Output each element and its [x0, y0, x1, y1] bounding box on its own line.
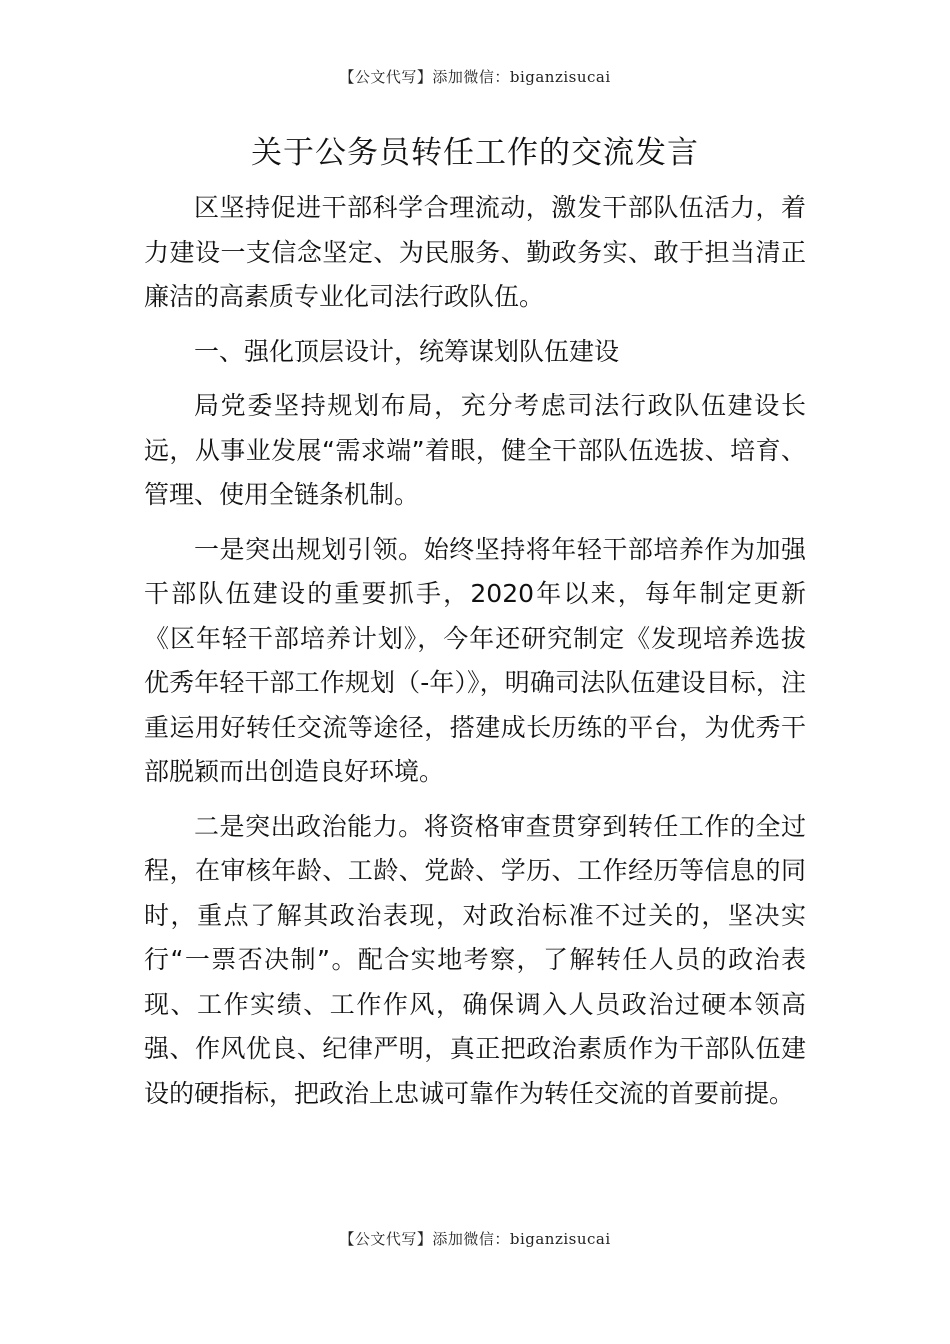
document-body — [144, 186, 806, 1126]
intro-paragraph: 区坚持促进干部科学合理流动，激发干部队伍活力，着力建设一支信念坚定、为民服务、勤政务实、敢于担当清正廉洁的高素质专业化司法行政队伍。 — [144, 193, 806, 311]
page-footer: 【公文代写】添加微信：biganzisucai — [339, 1230, 611, 1248]
document-title: 关于公务员转任工作的交流发言 — [251, 135, 699, 171]
page-header: 【公文代写】添加微信：biganzisucai — [339, 68, 611, 86]
body-paragraph: 局党委坚持规划布局，充分考虑司法行政队伍建设长远，从事业发展“需求端”着眼，健全干部队伍选拔、培育、管理、使用全链条机制。 — [144, 391, 806, 509]
section-heading: 一、强化顶层设计，统筹谋划队伍建设 — [194, 336, 620, 366]
body-paragraph: 二是突出政治能力。将资格审查贯穿到转任工作的全过程，在审核年龄、工龄、党龄、学历、工作经历等信息的同时，重点了解其政治表现，对政治标准不过关的，坚决实行“一票否决制”。配合实地考察，了解转任人员的政治表现、工作实绩、工作作风，确保调入人员政治过硬本领高强、作风优良、纪律严明，真正把政治素质作为干部队伍建设的硬指标，把政治上忠诚可靠作为转任交流的首要前提。 — [144, 811, 806, 1108]
body-paragraph: 一是突出规划引领。始终坚持将年轻干部培养作为加强干部队伍建设的重要抓手，2020年以来，每年制定更新《区年轻干部培养计划》，今年还研究制定《发现培养选拔优秀年轻干部工作规划（-年）》，明确司法队伍建设目标，注重运用好转任交流等途径，搭建成长历练的平台，为优秀干部脱颖而出创造良好环境。 — [144, 534, 806, 786]
